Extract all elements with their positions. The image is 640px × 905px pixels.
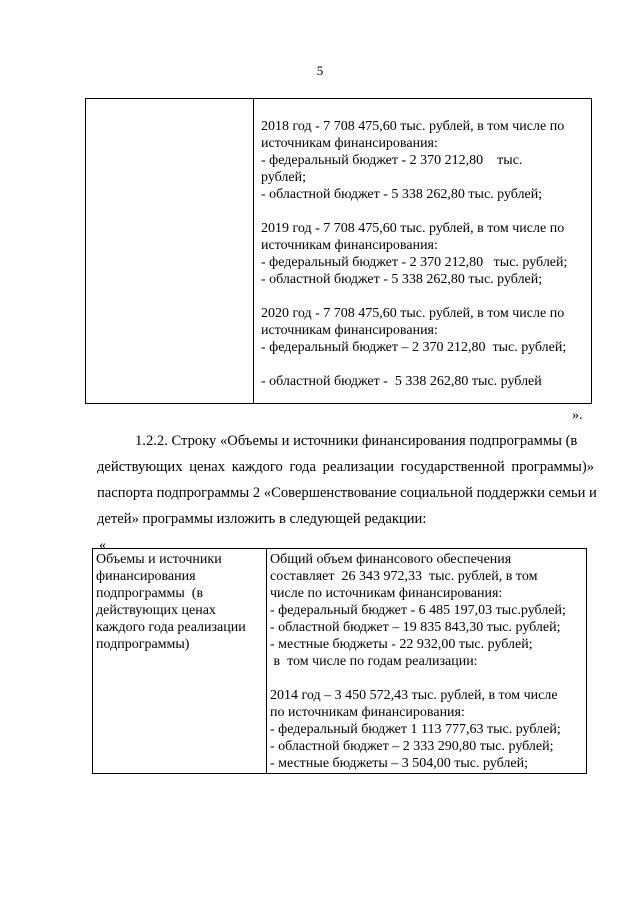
table-line: - областной бюджет - 5 338 262,80 тыс. рублей (261, 374, 542, 389)
header-line: каждого года реализации (96, 620, 246, 635)
table-right-cell (261, 99, 585, 390)
funding-table-new (92, 548, 587, 774)
spacer (270, 670, 584, 687)
table-line: источникам финансирования: (261, 323, 438, 338)
table-line: - областной бюджет - 5 338 262,80 тыс. рублей; (261, 187, 543, 202)
paragraph-line: паспорта подпрограммы 2 «Совершенствование социальной поддержки семьи и (97, 485, 597, 501)
table-header-cell (93, 549, 267, 773)
value-line: - местные бюджеты - 22 932,00 тыс. рублей; (270, 637, 533, 652)
value-line: - федеральный бюджет - 6 485 197,03 тыс.рублей; (270, 603, 566, 618)
table-left-cell (86, 99, 254, 403)
table-line: 2018 год - 7 708 475,60 тыс. рублей, в том числе по (261, 119, 565, 134)
value-line: - местные бюджеты – 3 504,00 тыс. рублей; (270, 756, 528, 771)
spacer (261, 203, 585, 220)
header-line: финансирования (96, 569, 196, 584)
value-line: Общий объем финансового обеспечения (270, 552, 512, 567)
opening-quote: « (99, 538, 106, 553)
header-line: подпрограммы) (96, 637, 190, 652)
table-line: источникам финансирования: (261, 136, 438, 151)
table-line: - федеральный бюджет - 2 370 212,80 тыс. рублей; (261, 255, 568, 270)
value-line: в том числе по годам реализации: (270, 654, 478, 669)
spacer (261, 356, 585, 373)
table-line: - областной бюджет - 5 338 262,80 тыс. рублей; (261, 272, 543, 287)
table-line: источникам финансирования: (261, 238, 438, 253)
closing-quote: ». (572, 408, 583, 423)
value-line: по источникам финансирования: (270, 705, 465, 720)
header-line: Объемы и источники (96, 552, 222, 567)
value-line: 2014 год – 3 450 572,43 тыс. рублей, в том числе (270, 688, 558, 703)
value-line: составляет 26 343 972,33 тыс. рублей, в том (270, 569, 538, 584)
table-line: рублей; (261, 170, 306, 185)
funding-table-continued (85, 98, 592, 404)
table-line: - федеральный бюджет - 2 370 212,80 тыс. (261, 153, 523, 168)
table-value-cell (270, 551, 584, 772)
table-line: 2019 год - 7 708 475,60 тыс. рублей, в том числе по (261, 221, 565, 236)
header-line: подпрограммы (в (96, 586, 204, 601)
spacer (261, 288, 585, 305)
paragraph-line: действующих ценах каждого года реализации государственной программы)» (97, 459, 594, 475)
paragraph-line: 1.2.2. Строку «Объемы и источники финансирования подпрограммы (в (135, 433, 578, 449)
value-line: - областной бюджет – 2 333 290,80 тыс. рублей; (270, 739, 554, 754)
table-line: 2020 год - 7 708 475,60 тыс. рублей, в том числе по (261, 306, 565, 321)
paragraph-line: детей» программы изложить в следующей редакции: (97, 511, 427, 527)
value-line: числе по источникам финансирования: (270, 586, 503, 601)
header-line: действующих ценах (96, 603, 216, 618)
value-line: - федеральный бюджет 1 113 777,63 тыс. рублей; (270, 722, 561, 737)
value-line: - областной бюджет – 19 835 843,30 тыс. рублей; (270, 620, 561, 635)
page-number: 5 (316, 63, 324, 78)
amendment-paragraph (97, 428, 597, 532)
table-line: - федеральный бюджет – 2 370 212,80 тыс. рублей; (261, 340, 567, 355)
